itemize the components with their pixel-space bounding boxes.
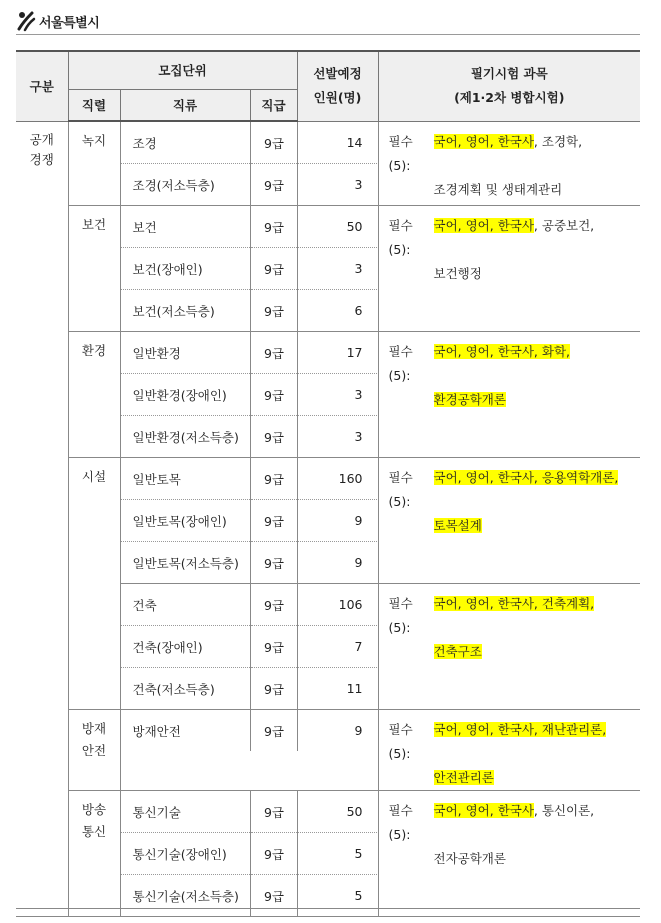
subject-line: [389, 718, 635, 766]
kind-cell: 보건(저소득층): [121, 290, 251, 332]
subject-text: , 공중보건,: [533, 218, 595, 233]
header-category: 구분: [16, 51, 68, 121]
kind-cell: 통신기술(장애인): [121, 833, 251, 875]
table-row: [121, 332, 379, 374]
series-cell: 환경: [68, 332, 120, 458]
subject-line: [389, 214, 635, 262]
subject-cell: [378, 121, 640, 206]
subject-line: [389, 766, 635, 790]
kind-cell: 방재안전: [132, 723, 181, 739]
table-row: [121, 791, 379, 833]
count-cell: 3: [298, 416, 379, 458]
table-row: [121, 122, 379, 164]
unit-block-row: [16, 710, 640, 791]
subject-line: [389, 388, 635, 412]
unit-block-row: [16, 791, 640, 917]
subject-highlight: 국어, 영어, 한국사, 건축계획,: [433, 596, 595, 611]
grade-cell: 9급: [251, 542, 298, 584]
kind-cell: 건축(장애인): [121, 626, 251, 668]
grade-cell: 9급: [251, 374, 298, 416]
kind-cell: 조경: [132, 135, 157, 151]
subject-line: [389, 514, 635, 538]
table-row: [121, 875, 379, 917]
grade-cell: 9급: [251, 791, 298, 833]
subject-prefix: 필수(5):: [388, 803, 413, 842]
grade-cell: 9급: [251, 248, 298, 290]
grade-cell: 9급: [251, 122, 298, 164]
table-row: [121, 668, 379, 710]
table-row: [121, 290, 379, 332]
grade-cell: 9급: [251, 416, 298, 458]
kind-cell: 보건: [132, 219, 157, 235]
unit-rows: [121, 206, 379, 331]
series-cell: 시설: [68, 458, 120, 710]
grade-cell: 9급: [251, 833, 298, 875]
subject-text: , 조경학,: [533, 133, 583, 149]
subject-text: 전자공학개론: [433, 851, 506, 866]
grade-cell: 9급: [251, 584, 298, 626]
header-count: 선발예정 인원(명): [297, 51, 378, 121]
grade-cell: 9급: [251, 668, 298, 710]
subject-prefix: 필수(5):: [388, 133, 413, 173]
count-cell: 5: [298, 833, 379, 875]
table-row: [121, 500, 379, 542]
count-cell: 160: [298, 458, 379, 500]
count-cell: 3: [298, 374, 379, 416]
unit-rows: [121, 710, 379, 751]
unit-rows-cell: [120, 710, 378, 791]
count-cell: 9: [298, 710, 379, 751]
kind-cell: 일반환경: [132, 345, 181, 361]
kind-cell: 통신기술: [132, 804, 181, 820]
subject-cell: [378, 332, 640, 458]
unit-rows-cell: [120, 206, 378, 332]
unit-rows-cell: [120, 458, 378, 584]
category-cell: 공개 경쟁: [16, 121, 68, 917]
unit-rows-cell: [120, 121, 378, 206]
unit-block-row: [16, 121, 640, 206]
header-subjects: 필기시험 과목 (제1·2차 병합시험): [378, 51, 640, 121]
subject-line: [389, 178, 635, 202]
count-cell: 9: [298, 500, 379, 542]
footer-divider: [16, 908, 640, 909]
table-row: [121, 626, 379, 668]
count-cell: 17: [298, 332, 379, 374]
unit-block-row: [16, 458, 640, 584]
kind-cell: 보건(장애인): [121, 248, 251, 290]
subject-cell: [378, 206, 640, 332]
header-series: 직렬: [68, 89, 120, 121]
count-cell: 6: [298, 290, 379, 332]
table-row: [121, 248, 379, 290]
header-kind: 직류: [120, 89, 250, 121]
subject-highlight: 안전관리론: [433, 770, 494, 785]
header-grade: 직급: [250, 89, 297, 121]
subject-text: 조경계획 및 생태계관리: [433, 181, 563, 197]
subject-prefix: 필수(5):: [388, 344, 413, 383]
unit-rows-cell: [120, 584, 378, 710]
subject-line: [389, 640, 635, 664]
table-row: [121, 710, 379, 751]
grade-cell: 9급: [251, 206, 298, 248]
subject-highlight: 국어, 영어, 한국사, 재난관리론,: [433, 722, 607, 737]
subject-line: [389, 130, 635, 178]
recruitment-body: [16, 121, 640, 917]
subject-cell: [378, 458, 640, 584]
kind-cell: 일반환경(장애인): [121, 374, 251, 416]
unit-rows: [121, 791, 379, 916]
kind-cell: 일반토목(저소득층): [121, 542, 251, 584]
kind-cell: 통신기술(저소득층): [121, 875, 251, 917]
count-cell: 14: [298, 122, 379, 164]
subject-prefix: 필수(5):: [388, 218, 413, 257]
table-row: [121, 374, 379, 416]
count-cell: 11: [298, 668, 379, 710]
unit-rows: [121, 332, 379, 457]
count-cell: 50: [298, 791, 379, 833]
header-divider: [16, 34, 640, 35]
seoul-logo: [16, 8, 99, 34]
subject-highlight: 토목설계: [433, 518, 482, 533]
count-cell: 5: [298, 875, 379, 917]
series-cell: 보건: [68, 206, 120, 332]
table-row: [121, 206, 379, 248]
seoul-logo-icon: [16, 10, 36, 32]
subject-line: [389, 262, 635, 286]
logo-text: 서울특별시: [39, 15, 100, 31]
grade-cell: 9급: [251, 500, 298, 542]
unit-block-row: [16, 206, 640, 332]
unit-rows: [121, 122, 379, 205]
subject-line: [389, 592, 635, 640]
count-cell: 7: [298, 626, 379, 668]
header-unit: 모집단위: [68, 51, 297, 89]
grade-cell: 9급: [251, 626, 298, 668]
table-row: [121, 416, 379, 458]
subject-highlight: 건축구조: [433, 644, 482, 659]
subject-highlight: 국어, 영어, 한국사, 응용역학개론,: [433, 470, 619, 485]
subject-highlight: 국어, 영어, 한국사: [433, 133, 534, 149]
series-cell: 녹지: [68, 121, 120, 206]
unit-rows-cell: [120, 791, 378, 917]
grade-cell: 9급: [251, 332, 298, 374]
table-row: [121, 542, 379, 584]
grade-cell: 9급: [251, 875, 298, 917]
subject-cell: [378, 791, 640, 917]
grade-cell: 9급: [251, 458, 298, 500]
unit-rows: [121, 458, 379, 583]
recruitment-table: [16, 50, 640, 917]
subject-highlight: 국어, 영어, 한국사: [433, 803, 534, 818]
kind-cell: 조경(저소득층): [121, 164, 251, 206]
subject-text: 보건행정: [433, 266, 482, 281]
table-row: [121, 458, 379, 500]
subject-highlight: 환경공학개론: [433, 392, 506, 407]
subject-line: [389, 340, 635, 388]
subject-highlight: 국어, 영어, 한국사: [433, 218, 534, 233]
kind-cell: 일반환경(저소득층): [121, 416, 251, 458]
subject-prefix: 필수(5):: [388, 722, 413, 761]
series-cell: 방재 안전: [68, 710, 120, 791]
count-cell: 106: [298, 584, 379, 626]
table-row: [121, 164, 379, 206]
table-row: [121, 833, 379, 875]
subject-line: [389, 847, 635, 871]
subject-line: [389, 466, 635, 514]
grade-cell: 9급: [251, 164, 298, 206]
count-cell: 3: [298, 164, 379, 206]
subject-cell: [378, 710, 640, 791]
count-cell: 9: [298, 542, 379, 584]
subject-prefix: 필수(5):: [388, 596, 413, 635]
subject-text: , 통신이론,: [533, 803, 595, 818]
series-cell: 방송 통신: [68, 791, 120, 917]
kind-cell: 일반토목(장애인): [121, 500, 251, 542]
subject-highlight: 국어, 영어, 한국사, 화학,: [433, 344, 570, 359]
count-cell: 50: [298, 206, 379, 248]
grade-cell: 9급: [251, 710, 298, 751]
unit-rows-cell: [120, 332, 378, 458]
count-cell: 3: [298, 248, 379, 290]
subject-prefix: 필수(5):: [388, 470, 413, 509]
subject-cell: [378, 584, 640, 710]
unit-rows: [121, 584, 379, 709]
grade-cell: 9급: [251, 290, 298, 332]
subject-line: [389, 799, 635, 847]
kind-cell: 건축: [132, 597, 157, 613]
table-row: [121, 584, 379, 626]
kind-cell: 건축(저소득층): [121, 668, 251, 710]
unit-block-row: [16, 332, 640, 458]
kind-cell: 일반토목: [132, 471, 181, 487]
